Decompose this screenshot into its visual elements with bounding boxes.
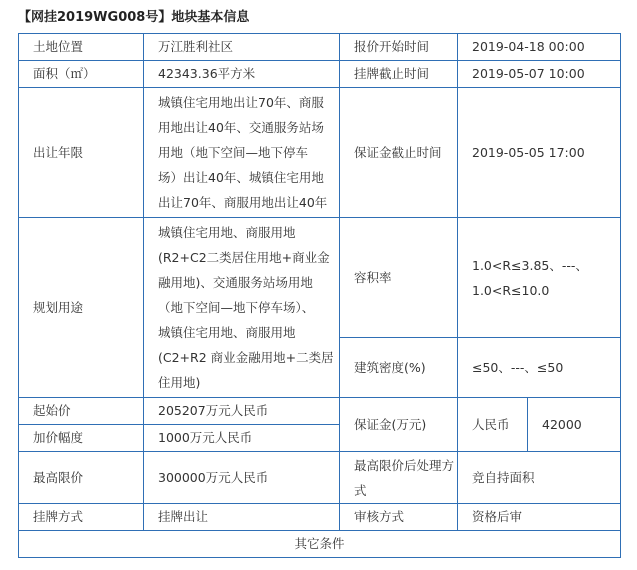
term-value — [144, 88, 340, 218]
term-line: 出让70年、商服用地出让40年 — [158, 195, 328, 210]
location-label: 土地位置 — [19, 34, 144, 61]
listing-end-label: 挂牌截止时间 — [340, 61, 458, 88]
table-row — [19, 452, 621, 504]
use-label: 规划用途 — [19, 218, 144, 398]
deposit-end-label: 保证金截止时间 — [340, 88, 458, 218]
density-label: 建筑密度(%) — [340, 338, 458, 398]
use-line: 住用地) — [158, 375, 201, 390]
table-row — [19, 531, 621, 558]
quote-start-label: 报价开始时间 — [340, 34, 458, 61]
deposit-end-value: 2019-05-05 17:00 — [458, 88, 621, 218]
start-price-label: 起始价 — [19, 398, 144, 425]
deposit-label: 保证金(万元) — [340, 398, 458, 452]
listing-method-value: 挂牌出让 — [144, 504, 340, 531]
term-line: 用地（地下空间—地下停车 — [158, 145, 309, 160]
use-line: （地下空间—地下停车场）、 — [158, 300, 315, 315]
use-value — [144, 218, 340, 398]
far-value — [458, 218, 621, 338]
term-line: 城镇住宅用地出让70年、商服 — [158, 95, 324, 110]
listing-end-value: 2019-05-07 10:00 — [458, 61, 621, 88]
table-row — [19, 61, 621, 88]
table-row — [19, 34, 621, 61]
start-price-value: 205207万元人民币 — [144, 398, 340, 425]
quote-start-value: 2019-04-18 00:00 — [458, 34, 621, 61]
max-price-value: 300000万元人民币 — [144, 452, 340, 504]
after-max-label-line: 式 — [354, 482, 367, 498]
use-line: (C2+R2 商业金融用地+二类居 — [158, 350, 334, 365]
location-value: 万江胜利社区 — [144, 34, 340, 61]
after-max-label-line: 最高限价后处理方 — [354, 457, 455, 473]
density-value: ≤50、---、≤50 — [458, 338, 621, 398]
review-value: 资格后审 — [458, 504, 621, 531]
term-label: 出让年限 — [19, 88, 144, 218]
use-line: 城镇住宅用地、商服用地 — [158, 225, 296, 240]
table-row — [19, 218, 621, 338]
area-value: 42343.36平方米 — [144, 61, 340, 88]
table-row — [19, 504, 621, 531]
use-line: 融用地)、交通服务站场用地 — [158, 275, 313, 290]
deposit-amount: 42000 — [528, 398, 621, 452]
term-line: 用地出让40年、交通服务站场 — [158, 120, 324, 135]
deposit-currency: 人民币 — [458, 398, 528, 452]
use-line: (R2+C2二类居住用地+商业金 — [158, 250, 330, 265]
page-title: 【网挂2019WG008号】地块基本信息 — [18, 10, 250, 25]
after-max-label — [340, 452, 458, 504]
other-conditions: 其它条件 — [19, 531, 621, 558]
listing-method-label: 挂牌方式 — [19, 504, 144, 531]
table-row — [19, 88, 621, 218]
far-line: 1.0<R≤10.0 — [472, 282, 550, 298]
table-row — [19, 398, 621, 425]
use-line: 城镇住宅用地、商服用地 — [158, 325, 296, 340]
after-max-value: 竞自持面积 — [458, 452, 621, 504]
max-price-label: 最高限价 — [19, 452, 144, 504]
increment-label: 加价幅度 — [19, 425, 144, 452]
far-line: 1.0<R≤3.85、---、 — [472, 257, 588, 273]
review-label: 审核方式 — [340, 504, 458, 531]
increment-value: 1000万元人民币 — [144, 425, 340, 452]
term-line: 场）出让40年、城镇住宅用地 — [158, 170, 324, 185]
land-info-table — [18, 33, 621, 558]
far-label: 容积率 — [340, 218, 458, 338]
area-label: 面积（㎡） — [19, 61, 144, 88]
